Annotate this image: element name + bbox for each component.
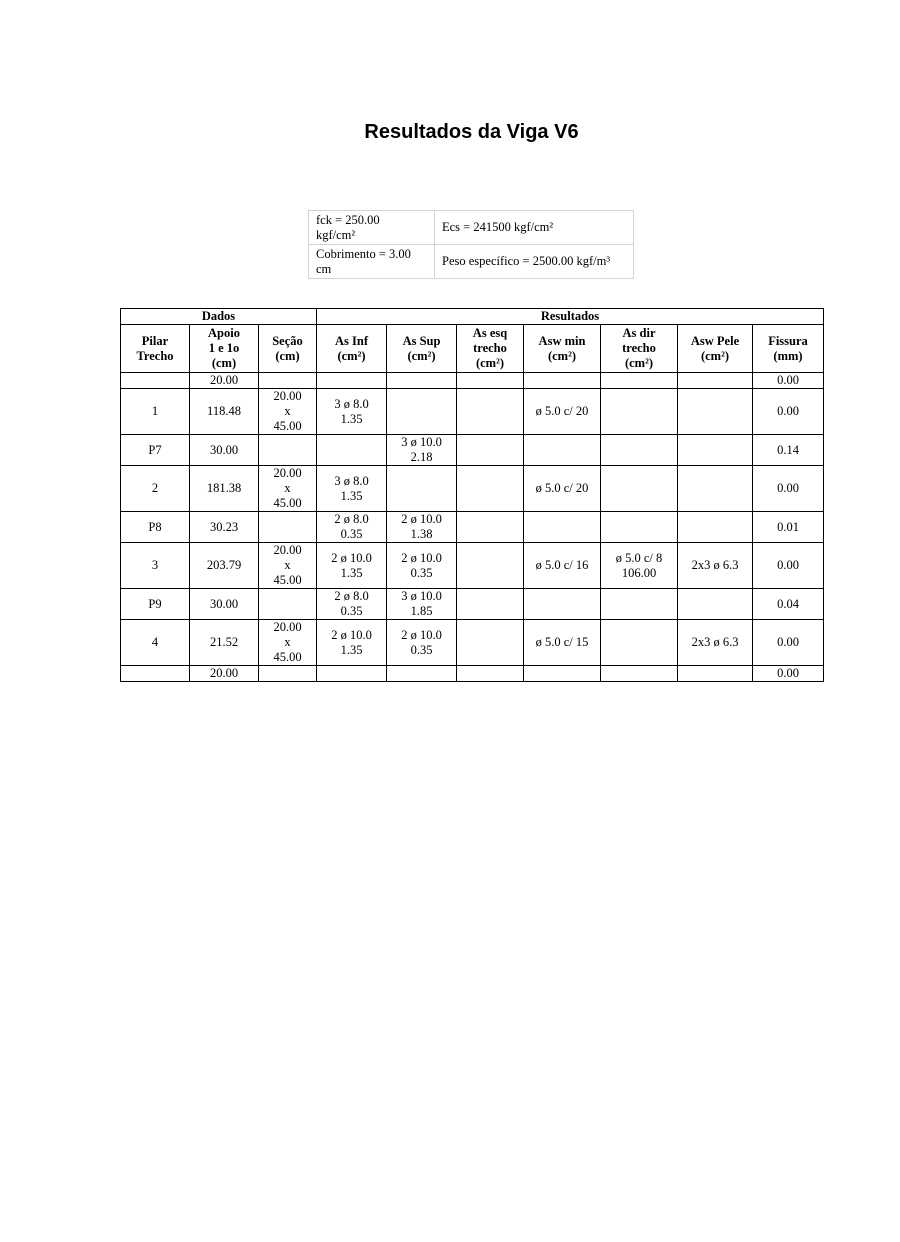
cell: 21.52 [190,620,259,666]
table-row [121,589,824,620]
cell: ø 5.0 c/ 20 [524,466,601,512]
cell [678,466,753,512]
cell: 20.00 [190,373,259,389]
cell: 30.00 [190,589,259,620]
table-row [121,512,824,543]
cell: 0.00 [753,543,824,589]
cell: ø 5.0 c/ 15 [524,620,601,666]
cell: 3 ø 10.0 1.85 [387,589,457,620]
col-secao: Seção (cm) [259,325,317,373]
cell [678,373,753,389]
cell [387,666,457,682]
cell: 2 [121,466,190,512]
cell [317,666,387,682]
cell [601,589,678,620]
col-as-sup: As Sup (cm²) [387,325,457,373]
cell: 3 ø 8.0 1.35 [317,389,387,435]
cell [524,373,601,389]
cell [601,373,678,389]
cell: 4 [121,620,190,666]
cell [601,466,678,512]
results-table [120,308,824,682]
table-row [121,466,824,512]
cell: 1 [121,389,190,435]
cell [121,666,190,682]
cell [678,589,753,620]
cell [259,435,317,466]
cell: 30.00 [190,435,259,466]
cell [524,589,601,620]
cell: 20.00 [190,666,259,682]
cell [259,512,317,543]
cell [457,512,524,543]
cell: 3 ø 10.0 2.18 [387,435,457,466]
table-row [121,666,824,682]
cell: 118.48 [190,389,259,435]
cell: 0.14 [753,435,824,466]
cell [678,512,753,543]
cell [457,373,524,389]
cell [457,543,524,589]
cell [387,466,457,512]
table-row [121,543,824,589]
table-row [121,620,824,666]
cell [457,389,524,435]
cell: 0.00 [753,466,824,512]
cell: 2 ø 10.0 1.35 [317,620,387,666]
cell: 2 ø 8.0 0.35 [317,512,387,543]
cell: 30.23 [190,512,259,543]
cell: 3 [121,543,190,589]
cobrimento-cell: Cobrimento = 3.00 cm [309,245,435,279]
cell: ø 5.0 c/ 8 106.00 [601,543,678,589]
cell: 2x3 ø 6.3 [678,543,753,589]
cell [121,373,190,389]
cell: 20.00 x 45.00 [259,543,317,589]
cell: 2 ø 10.0 1.35 [317,543,387,589]
cell: 2x3 ø 6.3 [678,620,753,666]
cell [524,435,601,466]
cell [387,373,457,389]
cell [457,589,524,620]
material-info-table [308,210,634,279]
cell: 2 ø 8.0 0.35 [317,589,387,620]
cell [524,512,601,543]
cell [457,620,524,666]
peso-especifico-cell: Peso específico = 2500.00 kgf/m³ [435,245,634,279]
group-resultados: Resultados [317,309,824,325]
col-apoio: Apoio 1 e 1o (cm) [190,325,259,373]
cell [601,435,678,466]
group-dados: Dados [121,309,317,325]
cell: P9 [121,589,190,620]
cell: 0.01 [753,512,824,543]
cell [259,373,317,389]
cell [678,666,753,682]
column-header-row [121,325,824,373]
cell: ø 5.0 c/ 20 [524,389,601,435]
cell [601,389,678,435]
group-header-row [121,309,824,325]
table-row [121,373,824,389]
cell: 2 ø 10.0 0.35 [387,543,457,589]
cell: 2 ø 10.0 0.35 [387,620,457,666]
col-fissura: Fissura (mm) [753,325,824,373]
page-title: Resultados da Viga V6 [364,121,579,143]
table-row [121,389,824,435]
cell: 3 ø 8.0 1.35 [317,466,387,512]
info-row [309,211,634,245]
cell [678,435,753,466]
info-row [309,245,634,279]
cell: 0.00 [753,666,824,682]
fck-cell: fck = 250.00 kgf/cm² [309,211,435,245]
col-asw-pele: Asw Pele (cm²) [678,325,753,373]
cell: 20.00 x 45.00 [259,466,317,512]
cell [259,589,317,620]
col-pilar-trecho: Pilar Trecho [121,325,190,373]
cell: 0.00 [753,389,824,435]
col-asw-min: Asw min (cm²) [524,325,601,373]
cell: 20.00 x 45.00 [259,389,317,435]
col-as-inf: As Inf (cm²) [317,325,387,373]
col-as-esq-trecho: As esq trecho (cm²) [457,325,524,373]
cell [457,666,524,682]
cell [601,512,678,543]
cell: 0.04 [753,589,824,620]
cell: 2 ø 10.0 1.38 [387,512,457,543]
cell: ø 5.0 c/ 16 [524,543,601,589]
cell: P7 [121,435,190,466]
cell: 20.00 x 45.00 [259,620,317,666]
cell [601,620,678,666]
cell [457,435,524,466]
table-row [121,435,824,466]
cell [317,373,387,389]
cell [524,666,601,682]
cell [317,435,387,466]
cell: 203.79 [190,543,259,589]
ecs-cell: Ecs = 241500 kgf/cm² [435,211,634,245]
col-as-dir-trecho: As dir trecho (cm²) [601,325,678,373]
cell [678,389,753,435]
cell [259,666,317,682]
cell: 181.38 [190,466,259,512]
cell [457,466,524,512]
cell [387,389,457,435]
cell [601,666,678,682]
cell: P8 [121,512,190,543]
cell: 0.00 [753,373,824,389]
cell: 0.00 [753,620,824,666]
